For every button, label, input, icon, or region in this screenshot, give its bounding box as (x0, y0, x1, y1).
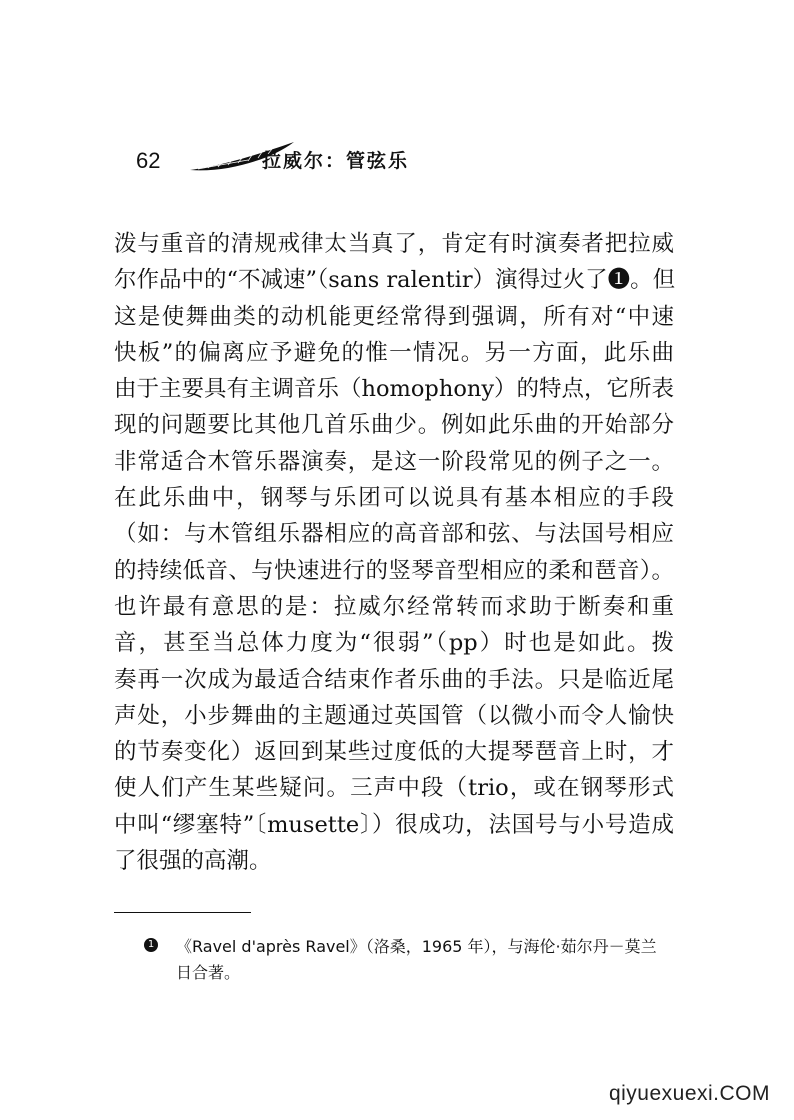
text-line: 泼与重音的清规戒律太当真了，肯定有时演奏者把拉威 (114, 231, 674, 257)
text-line: 奏再一次成为最适合结束作者乐曲的手法。只是临近尾 (114, 666, 674, 693)
text-line: 声处，小步舞曲的主题通过英国管（以微小而令人愉快 (114, 702, 674, 729)
text-line: 尔作品中的“不减速”（sans ralentir）演得过火了❶。但 (114, 267, 676, 294)
site-watermark: qiyuexuexi.COM (608, 1082, 770, 1105)
text-line: 的持续低音、与快速进行的竖琴音型相应的柔和琶音）。 (114, 557, 674, 584)
page-number: 62 (136, 148, 161, 173)
text-line: 也许最有意思的是：拉威尔经常转而求助于断奏和重 (114, 593, 674, 620)
footnote (146, 934, 674, 986)
running-title: 拉威尔：管弦乐 (262, 150, 410, 172)
text-line: 这是使舞曲类的动机能更经常得到强调，所有对“中速 (114, 303, 674, 330)
text-line: 使人们产生某些疑问。三声中段（trio，或在钢琴形式 (114, 775, 674, 802)
text-line: 在此乐曲中，钢琴与乐团可以说具有基本相应的手段 (114, 485, 674, 512)
text-line: 由于主要具有主调音乐（homophony）的特点，它所表 (114, 376, 675, 403)
body-paragraph (114, 226, 674, 879)
text-line: 了很强的高潮。 (114, 848, 272, 875)
text-line: 现的问题要比其他几首乐曲少。例如此乐曲的开始部分 (114, 412, 674, 439)
text-line: 非常适合木管乐器演奏，是这一阶段常见的例子之一。 (114, 448, 674, 475)
text-line: 快板”的偏离应予避免的惟一情况。另一方面，此乐曲 (114, 339, 674, 366)
text-line: 音，甚至当总体力度为“很弱”（pp）时也是如此。拨 (114, 630, 674, 657)
footnote-line: 《Ravel d'après Ravel》（洛桑，1965 年），与海伦·茹尔丹－莫兰 (176, 937, 657, 956)
footnote-marker: 1 (144, 938, 158, 952)
text-line: 的节奏变化）返回到某些过度低的大提琴琶音上时，才 (114, 739, 674, 766)
page-header (128, 138, 548, 178)
text-line: （如：与木管组乐器相应的高音部和弦、与法国号相应 (114, 521, 674, 548)
text-line: 中叫“缪塞特”〔musette〕）很成功，法国号与小号造成 (114, 811, 674, 838)
footnote-divider (114, 912, 251, 913)
footnote-line: 日合著。 (176, 963, 241, 982)
